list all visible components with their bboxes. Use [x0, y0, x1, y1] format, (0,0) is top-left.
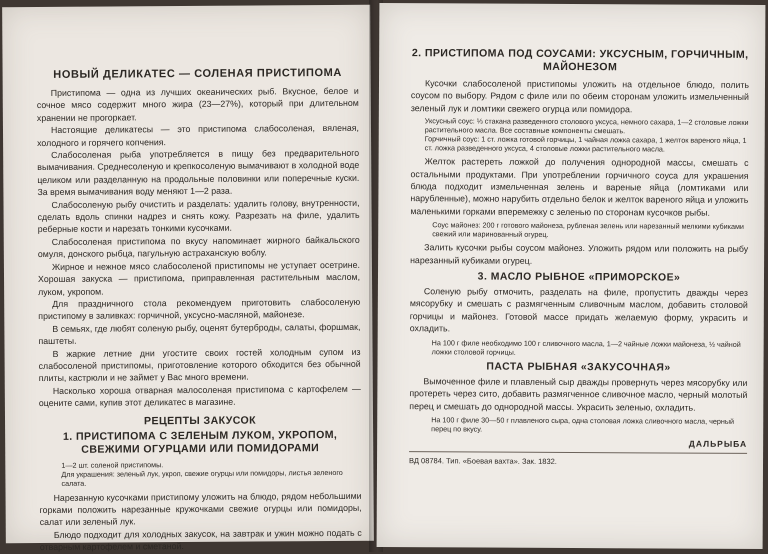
paragraph: Жирное и нежное мясо слабосоленой пристипомы не уступает осетрине. Хорошая закуска — пристипома, приправленная растительным маслом, луком, укропом.: [37, 259, 361, 297]
recipe-1-text: Блюдо подходит для холодных закусок, на завтрак и ужин можно подать с отварным картофелем и сметаной.: [39, 527, 362, 553]
recipe-4-ingredients-block: [409, 415, 747, 435]
paragraph: Слабосоленую рыбу очистить и разделать: удалить голову, внутренности, сделать вдоль спинки надрез и снять кожу. Разрезать на филе, удалить реберные кости и нарезать тонкими кусочками.: [37, 197, 360, 235]
print-footer: ВД 08784. Тип. «Боевая вахта». Зак. 1832.: [409, 456, 557, 466]
paragraph: Слабосоленая пристипома по вкусу напоминает жирного байкальского омуля, донского рыбца, пагульную астраханскую воблу.: [37, 234, 360, 260]
recipe-2-title: 2. ПРИСТИПОМА ПОД СОУСАМИ: УКСУСНЫМ, ГОРЧИЧНЫМ, МАЙОНЕЗОМ: [411, 47, 749, 74]
right-content: [409, 47, 749, 467]
recipe-3-title: 3. МАСЛО РЫБНОЕ «ПРИМОРСКОЕ»: [477, 271, 681, 284]
recipe-3-ingredients-block: [410, 338, 748, 358]
recipes-heading: РЕЦЕПТЫ ЗАКУСОК: [143, 414, 257, 427]
sauce-mayo-block: [410, 220, 748, 240]
left-content: [37, 67, 362, 554]
paragraph: Насколько хороша отварная малосоленая пристипома с картофелем — оцените сами, купив этот деликатес в магазине.: [38, 383, 361, 409]
recipe-4-text: Вымоченное филе и плавленый сыр дважды провернуть через мясорубку или протереть через сито, добавить размягченное сливочное масло, черный молотый перец и смешать до однородной массы. Украсить зеленью, охладить.: [409, 375, 748, 413]
paragraph: Настоящие деликатесы — это пристипома слабосоленая, вяленая, холодного и горячего копчения.: [37, 123, 360, 148]
sauces-block: [411, 116, 749, 154]
page-title: НОВЫЙ ДЕЛИКАТЕС — СОЛЕНАЯ ПРИСТИПОМА: [53, 66, 342, 81]
recipe-4-title: ПАСТА РЫБНАЯ «ЗАКУСОЧНАЯ»: [486, 361, 671, 374]
paragraph: В жаркие летние дни угостите своих гостей холодным супом из слабосоленой пристипомы, приготовление которого обходится без обычной плиты, кастрюли и не займет у Вас много времени.: [38, 346, 361, 384]
signature: ДАЛЬРЫБА: [688, 438, 748, 449]
mayo-text: Залить кусочки рыбы соусом майонез. Уложить рядом или положить на рыбу нарезанный кубиками огурец.: [410, 242, 749, 266]
paragraph: В семьях, где любят соленую рыбу, оценят бутерброды, салаты, форшмак, паштеты.: [38, 321, 361, 347]
right-page: [377, 3, 766, 549]
divider: [409, 451, 747, 454]
recipe-4-ingredients: На 100 г филе 30—50 г плавленого сыра, одна столовая ложка сливочного масла, черный перец по вкусу.: [431, 415, 735, 434]
recipe-3-ingredients: На 100 г филе необходимо 100 г сливочного масла, 1—2 чайные ложки майонеза, ½ чайной ложки столовой горчицы.: [431, 337, 741, 357]
sauce-mayo: Соус майонез: 200 г готового майонеза, рубленая зелень или нарезанный мелкими кубиками свежий или маринованный огурец.: [432, 220, 744, 240]
paragraph: Слабосоленая рыба употребляется в пищу без предварительного вымачивания. Среднесоленую и крепкосоленую вымачивают в холодной воде целиком или разделанную на продольные половинки или поперечные куски. За время вымачивания воду меняют 1—2 раза.: [37, 147, 360, 198]
paragraph: Для праздничного стола рекомендуем приготовить слабосоленую пристипому в заливках: горчичной, уксусно-масляной, майонезе.: [38, 296, 361, 322]
recipe-1-text: Нарезанную кусочками пристипому уложить на блюдо, рядом небольшими горками положить нарезанные кружочками свежие огурцы или помидоры, салат или зеленый лук.: [39, 490, 362, 528]
ingredient-line: Для украшения: зеленый лук, укроп, свежие огурцы или помидоры, листья зеленого салата.: [61, 467, 343, 488]
sauce-mustard: Горчичный соус: 1 ст. ложка готовой горчицы, 1 чайная ложка сахара, 1 желток вареного яйца, 1 ст. ложка разведенного уксуса, 4 столовые ложки растительного масла.: [424, 134, 747, 154]
recipe-1-title: 1. ПРИСТИПОМА С ЗЕЛЕНЫМ ЛУКОМ, УКРОПОМ, СВЕЖИМИ ОГУРЦАМИ ИЛИ ПОМИДОРАМИ: [62, 428, 338, 456]
sauce-text: Желток растереть ложкой до получения однородной массы, смешать с остальными продуктами. При употреблении горчичного соуса для украшения блюда подходит измельченная зелень и вареные яйца (ломтиками или нарубленные), можно нарубить отдельно белок и желток вареного яйца и уложить маленькими горками вперемежку с зеленью по сторонам кусочков рыбы.: [410, 156, 749, 218]
recipe-2-intro: Кусочки слабосоленой пристипомы уложить на отдельное блюдо, полить соусом по выбору. Рядом с филе или по обеим сторонам уложить измельченный зеленый лук и ломтики свежего огурца или помидора.: [410, 78, 750, 115]
paragraph: Пристипома — одна из лучших океанических рыб. Вкусное, белое и сочное мясо содержит много жира (23—27%), который при длительном хранении не прогоркает.: [36, 85, 359, 123]
recipe-3-text: Соленую рыбу отмочить, разделать на филе, пропустить дважды через мясорубку и смешать с размягченным сливочным маслом, добавить столовой горчицы и майонез. Готовой массе придать желаемую форму, украсить и охладить.: [409, 286, 748, 334]
ingredient-line: 1—2 шт. соленой пристипомы.: [61, 459, 164, 470]
recipe-1-ingredients: [39, 458, 361, 487]
sauce-vinegar: Уксусный соус: ⅓ стакана разведенного столового уксуса, немного сахара, 1—2 столовые ложки растительного масла. Все составные компоненты смешать.: [424, 116, 749, 136]
left-page: [2, 5, 374, 553]
